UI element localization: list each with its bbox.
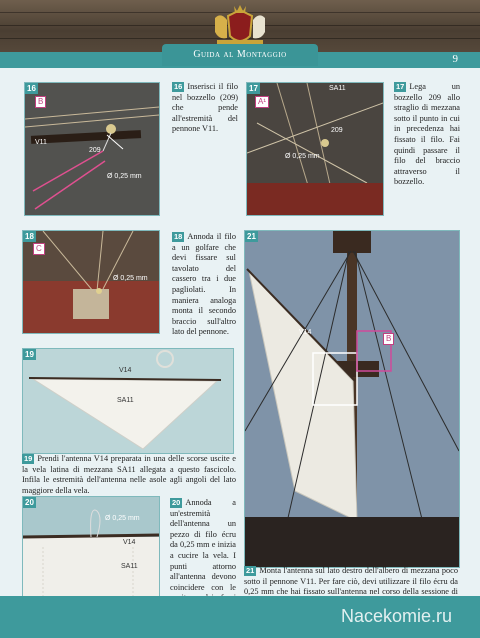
step-17-image (246, 82, 384, 216)
step-21-badge: B (383, 333, 394, 345)
sa11-label: SA11 (329, 85, 346, 92)
step-18-image (22, 230, 160, 334)
step-16-badge: B (35, 96, 46, 108)
step-21-image (244, 230, 460, 568)
mizzen-mast-illustration (245, 231, 459, 567)
step-19-image (22, 348, 234, 454)
diameter-label: Ø 0,25 mm (105, 515, 140, 522)
step-20-number: 20 (25, 498, 34, 507)
step-19-text: 19 Prendi l'antenna V14 preparata in una delle scorse uscite e la vela latina di mezzana SA11 allegata a questo fascicolo. Infila le estremità dell'antenna nelle asole agli angoli del lato maggiore della vela. (22, 454, 236, 495)
diameter-label: Ø 0,25 mm (107, 173, 142, 180)
diameter-label: Ø 0,25 mm (285, 153, 320, 160)
step-17-number: 17 (249, 84, 258, 93)
page-number: 9 (452, 53, 458, 65)
step-19-number: 19 (25, 350, 34, 359)
step-17-text: 17 Lega un bozzello 209 allo straglio di mezzana sotto il punto in cui in precedenza hai fissato il filo. Fai quindi passare il filo del braccio attraverso il bozzello. (394, 82, 460, 187)
diameter-label: Ø 0,25 mm (113, 275, 148, 282)
step-18-text: 18 Annoda il filo a un golfare che devi fissare sul tavolato del cassero tra i due pagliolati. In maniera analoga monta il secondo braccio sull'altro lato del pennone. (172, 232, 236, 337)
step-16-image (24, 82, 160, 216)
v11-label: V11 (35, 139, 47, 146)
step-17-badge: A¹ (255, 96, 269, 108)
step-16-text: 16 Inserisci il filo nel bozzello (209) che pende all'estremità del pennone V11. (172, 82, 238, 134)
royal-crest-icon (207, 2, 273, 48)
step-20-text: 20 Annoda a un'estremità dell'antenna un pezzo di filo écru da 0,25 mm e inizia a cucire la vela. I punti attorno all'antenna devono coincidere con le (170, 498, 236, 592)
sewing-sail-illustration (23, 497, 159, 599)
block-209-label: 209 (89, 147, 101, 154)
step-21-text: 21 Monta l'antenna sul lato destro dell'albero di mezzana poco sotto il pennone V11. Per fare ciò, devi utilizzare il filo écru da 0,25 mm che hai fissato sull'antenna nel corso della sessione di (244, 566, 458, 597)
block-209-label: 209 (331, 127, 343, 134)
watermark-text: Nacekomie.ru (340, 606, 452, 626)
page-title: Guida al Montaggio (162, 44, 318, 66)
v14-label: V14 (119, 367, 132, 374)
step-20-image (22, 496, 160, 600)
sa11-label: SA11 (121, 563, 138, 570)
step-16-number: 16 (27, 84, 36, 93)
sa11-label: SA11 (117, 397, 134, 404)
step-18-number: 18 (25, 232, 34, 241)
step-18-badge: C (33, 243, 45, 255)
v14-label: V14 (299, 329, 312, 336)
step-21-number: 21 (247, 232, 256, 241)
v14-label: V14 (123, 539, 136, 546)
